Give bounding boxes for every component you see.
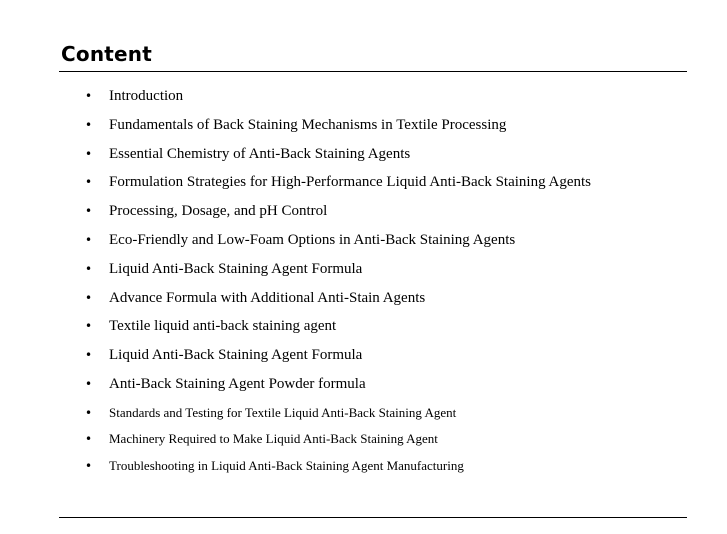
toc-item-label: Anti-Back Staining Agent Powder formula [109, 375, 366, 392]
toc-item-label: Advance Formula with Additional Anti-Stain Agents [109, 289, 426, 306]
toc-item-label: Standards and Testing for Textile Liquid Anti-Back Staining Agent [109, 404, 457, 420]
toc-item-label: Essential Chemistry of Anti-Back Staining Agents [109, 145, 411, 162]
bullet-icon: • [85, 261, 93, 276]
bullet-icon: • [85, 175, 93, 190]
toc-item-label: Processing, Dosage, and pH Control [109, 203, 328, 220]
top-divider [59, 71, 687, 72]
toc-item-label: Machinery Required to Make Liquid Anti-Back Staining Agent [109, 431, 438, 447]
toc-item-label: Eco-Friendly and Low-Foam Options in Anti-Back Staining Agents [109, 231, 516, 248]
toc-item-label: Formulation Strategies for High-Performance Liquid Anti-Back Staining Agents [109, 174, 591, 191]
bullet-icon: • [85, 146, 93, 161]
bullet-icon: • [85, 117, 93, 132]
bullet-icon: • [85, 204, 93, 219]
bullet-icon: • [85, 348, 93, 363]
bullet-icon: • [85, 458, 93, 473]
bullet-icon: • [85, 376, 93, 391]
toc-item-label: Liquid Anti-Back Staining Agent Formula [109, 347, 363, 364]
bullet-icon: • [85, 232, 93, 247]
bullet-icon: • [85, 89, 93, 103]
bullet-icon: • [85, 319, 93, 334]
page-title: Content [61, 42, 152, 66]
bullet-icon: • [85, 290, 93, 305]
bullet-icon: • [85, 432, 93, 447]
toc-item-label: Textile liquid anti-back staining agent [109, 318, 337, 335]
toc-item-label: Liquid Anti-Back Staining Agent Formula [109, 260, 363, 277]
toc-item-label: Troubleshooting in Liquid Anti-Back Staining Agent Manufacturing [109, 457, 464, 473]
toc-item-label: Introduction [109, 88, 184, 104]
bullet-icon: • [85, 405, 93, 420]
bottom-divider [59, 517, 687, 518]
toc-item-label: Fundamentals of Back Staining Mechanisms in Textile Processing [109, 116, 507, 133]
